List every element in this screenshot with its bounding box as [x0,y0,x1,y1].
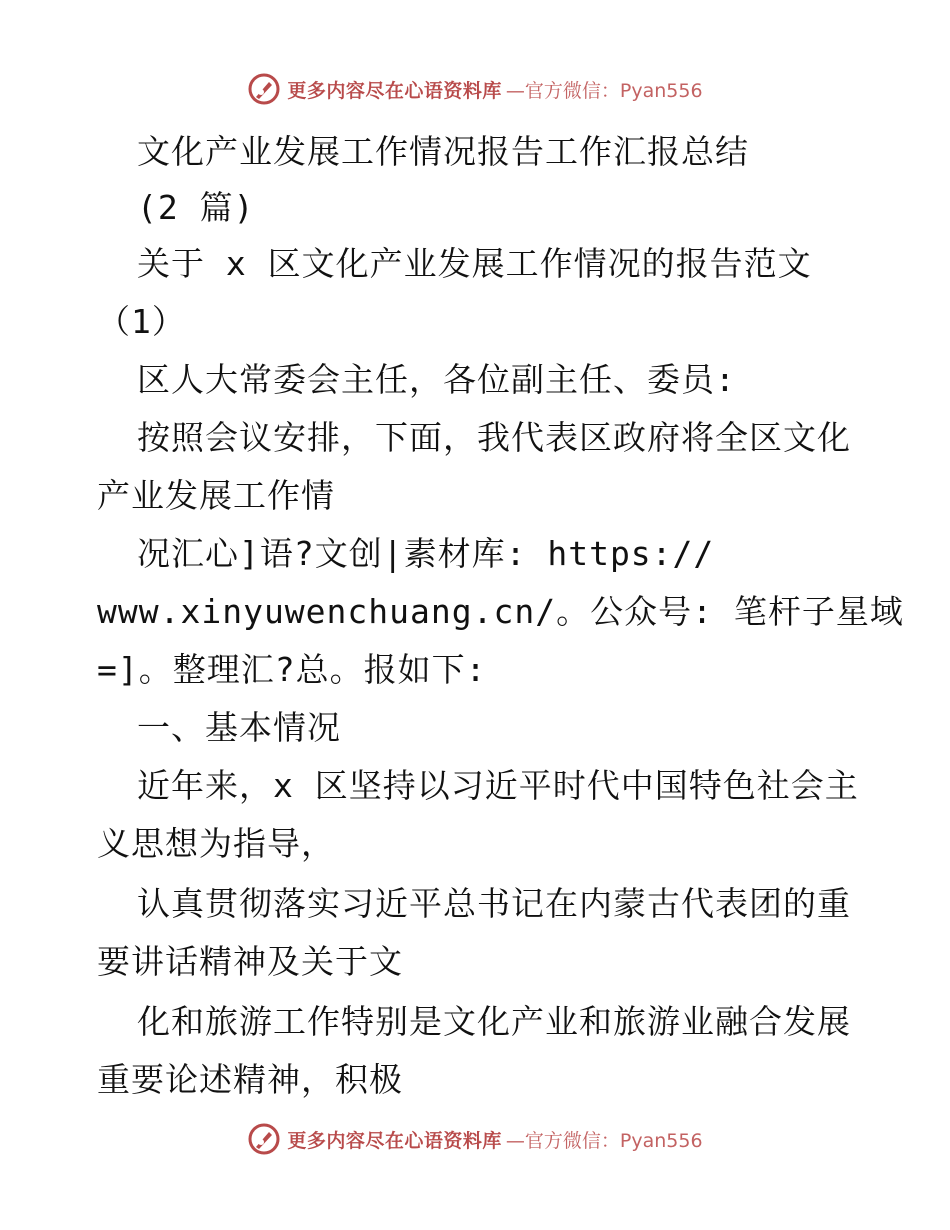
paragraph-line: 重要论述精神，积极 [97,1060,403,1099]
paragraph-line: 化和旅游工作特别是文化产业和旅游业融合发展 [137,1002,851,1041]
paragraph-line: 认真贯彻落实习近平总书记在内蒙古代表团的重 [137,884,851,923]
paragraph-line: 按照会议安排，下面，我代表区政府将全区文化 [137,418,851,457]
paragraph-line: 要讲话精神及关于文 [97,942,403,981]
pen-logo-icon [247,1122,281,1156]
document-title-line-2: (2 篇) [137,188,255,227]
footer-official-text: —官方微信：Pyan556 [505,1129,703,1152]
section-heading: 一、基本情况 [137,708,341,747]
paragraph-line: 况汇心]语?文创|素材库: https:// [137,534,715,573]
paragraph-line: 产业发展工作情 [97,476,335,515]
paragraph-line: 义思想为指导， [97,824,335,863]
header-brand-text: 更多内容尽在心语资料库 [287,79,502,102]
salutation-line: 区人大常委会主任，各位副主任、委员: [137,360,736,399]
section-title-line-1: 关于 x 区文化产业发展工作情况的报告范文 [137,244,812,283]
paragraph-line: 近年来，x 区坚持以习近平时代中国特色社会主 [137,766,859,805]
paragraph-line: =]。整理汇?总。报如下: [97,650,487,689]
pen-logo-icon [247,72,281,106]
header-official-text: —官方微信：Pyan556 [505,79,703,102]
document-title-line-1: 文化产业发展工作情况报告工作汇报总结 [137,132,749,171]
paragraph-line: www.xinyuwenchuang.cn/。公众号: 笔杆子星域 [97,592,904,631]
header-banner [0,72,950,106]
footer-brand-text: 更多内容尽在心语资料库 [287,1129,502,1152]
section-title-line-2: （1） [97,302,186,341]
footer-banner [0,1122,950,1156]
